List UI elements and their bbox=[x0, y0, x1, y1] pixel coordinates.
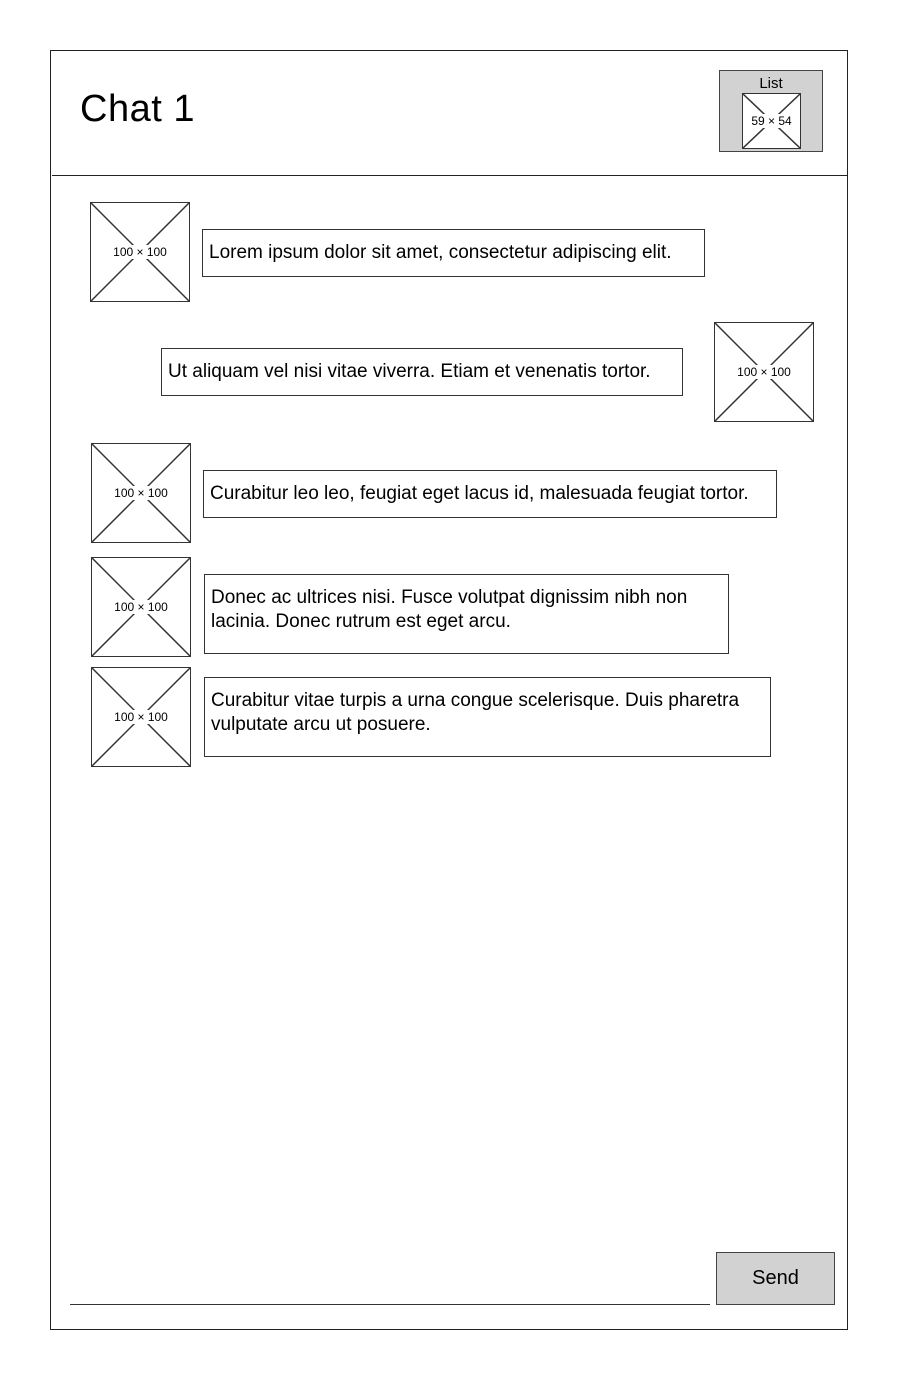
send-button[interactable]: Send bbox=[716, 1252, 835, 1305]
message-bubble bbox=[204, 574, 729, 654]
message-text: Curabitur vitae turpis a urna congue scelerisque. Duis pharetra vulputate arcu ut posuere. bbox=[211, 690, 740, 735]
message-text: Curabitur leo leo, feugiat eget lacus id, malesuada feugiat tortor. bbox=[210, 483, 749, 504]
message-bubble bbox=[202, 229, 705, 277]
message-bubble bbox=[161, 348, 683, 396]
avatar bbox=[90, 202, 190, 302]
message-text: Ut aliquam vel nisi vitae viverra. Etiam et venenatis tortor. bbox=[168, 361, 651, 382]
avatar-size: 100 × 100 bbox=[113, 245, 167, 259]
avatar bbox=[91, 443, 191, 543]
list-image-size: 59 × 54 bbox=[751, 114, 792, 128]
avatar bbox=[91, 667, 191, 767]
message-input[interactable] bbox=[70, 1304, 710, 1305]
list-button[interactable] bbox=[719, 70, 823, 152]
avatar bbox=[714, 322, 814, 422]
list-button-label: List bbox=[759, 75, 783, 92]
message-bubble bbox=[203, 470, 777, 518]
avatar-size: 100 × 100 bbox=[114, 486, 168, 500]
page-title: Chat 1 bbox=[80, 88, 195, 130]
avatar-size: 100 × 100 bbox=[114, 710, 168, 724]
message-text: Lorem ipsum dolor sit amet, consectetur adipiscing elit. bbox=[209, 242, 672, 263]
message-text: Donec ac ultrices nisi. Fusce volutpat dignissim nibh non lacinia. Donec rutrum est eget arcu. bbox=[211, 587, 688, 632]
message-bubble bbox=[204, 677, 771, 757]
list-image-placeholder bbox=[742, 93, 801, 149]
avatar-size: 100 × 100 bbox=[114, 600, 168, 614]
avatar-size: 100 × 100 bbox=[737, 365, 791, 379]
avatar bbox=[91, 557, 191, 657]
